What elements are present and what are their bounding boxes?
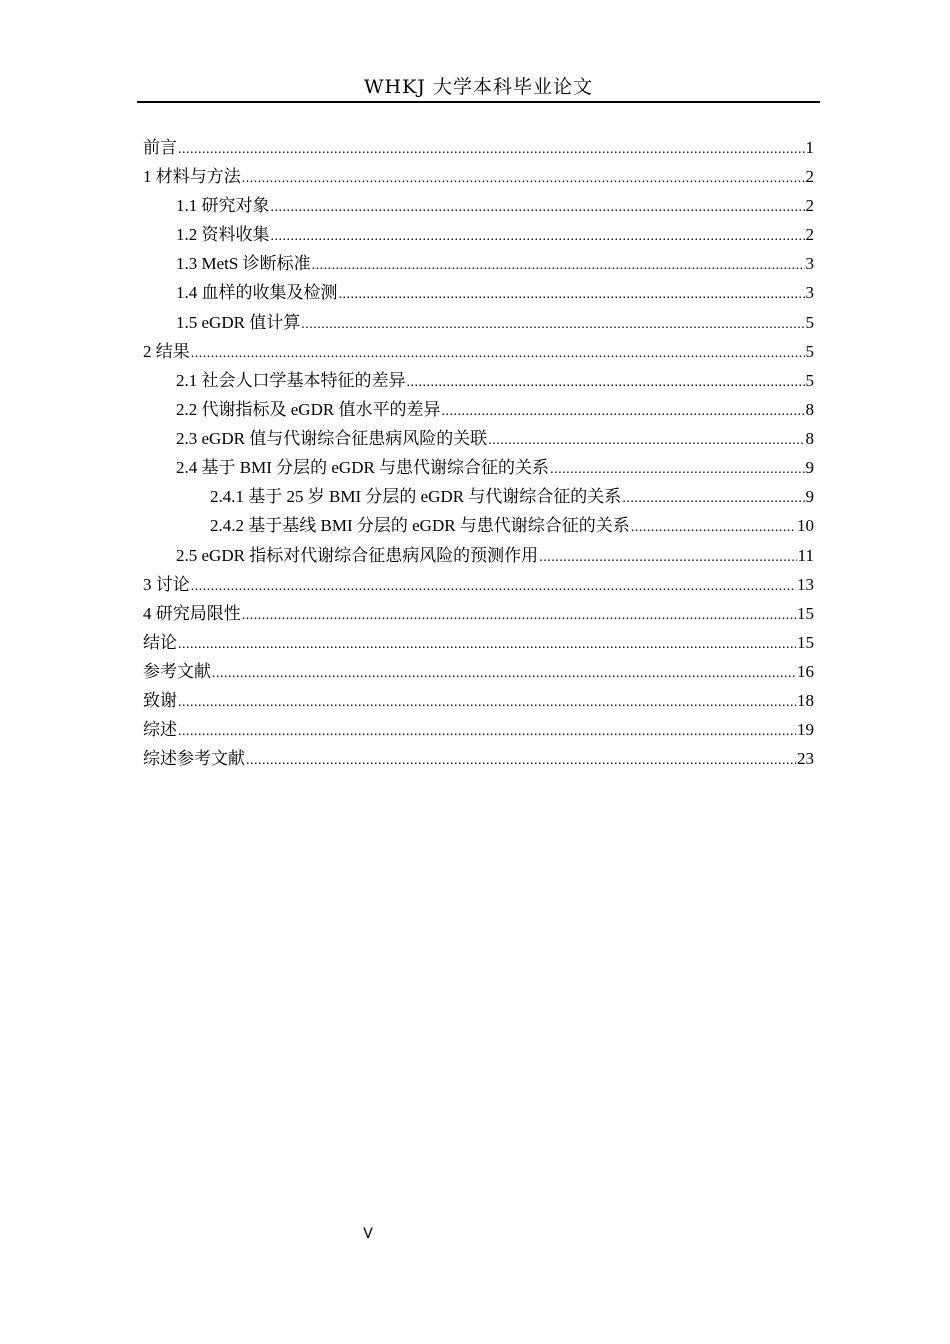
toc-dot-leader [312, 253, 805, 279]
toc-entry-title: 4 研究局限性 [143, 604, 241, 623]
toc-entry-title: 2.4.2 基于基线 BMI 分层的 eGDR 与患代谢综合征的关系 [210, 516, 630, 535]
toc-entry[interactable] [176, 397, 814, 423]
toc-entry-page: 15 [797, 604, 814, 623]
toc-dot-leader [191, 341, 805, 367]
toc-entry-title: 2.4.1 基于 25 岁 BMI 分层的 eGDR 与代谢综合征的关系 [210, 487, 622, 506]
toc-dot-leader [191, 574, 796, 600]
running-header: WHKJ 大学本科毕业论文 [364, 76, 593, 98]
toc-entry[interactable] [143, 164, 814, 190]
toc-entry-page: 2 [805, 196, 814, 215]
toc-entry[interactable] [143, 630, 814, 656]
toc-entry-title: 2.3 eGDR 值与代谢综合征患病风险的关联 [176, 429, 488, 448]
toc-dot-leader [631, 515, 796, 541]
toc-dot-leader [246, 748, 796, 774]
toc-entry-page: 3 [805, 283, 814, 302]
toc-dot-leader [178, 632, 796, 658]
toc-dot-leader [622, 486, 804, 512]
toc-entry-page: 5 [805, 313, 814, 332]
toc-dot-leader [242, 603, 796, 629]
toc-entry[interactable] [176, 455, 814, 481]
toc-entry-title: 致谢 [143, 691, 177, 710]
toc-entry-title: 1.5 eGDR 值计算 [176, 313, 301, 332]
toc-entry-title: 结论 [143, 633, 177, 652]
toc-entry-page: 2 [805, 167, 814, 186]
toc-entry-title: 1.2 资料收集 [176, 225, 270, 244]
toc-dot-leader [178, 719, 796, 745]
toc-entry[interactable] [176, 251, 814, 277]
toc-entry[interactable] [176, 368, 814, 394]
toc-entry-title: 综述 [143, 720, 177, 739]
toc-entry-title: 1 材料与方法 [143, 167, 241, 186]
toc-entry-title: 2.5 eGDR 指标对代谢综合征患病风险的预测作用 [176, 546, 539, 565]
toc-entry-page: 23 [797, 749, 814, 768]
toc-dot-leader [407, 370, 805, 396]
toc-entry-page: 2 [805, 225, 814, 244]
toc-entry-title: 2 结果 [143, 342, 190, 361]
toc-entry[interactable] [143, 135, 814, 161]
toc-entry[interactable] [176, 222, 814, 248]
toc-entry-page: 1 [805, 138, 814, 157]
toc-entry[interactable] [176, 310, 814, 336]
toc-entry-page: 3 [805, 254, 814, 273]
toc-entry-page: 8 [805, 429, 814, 448]
toc-entry[interactable] [176, 543, 814, 569]
toc-dot-leader [441, 399, 804, 425]
toc-entry-page: 5 [805, 342, 814, 361]
toc-dot-leader [242, 166, 805, 192]
toc-entry-page: 15 [797, 633, 814, 652]
toc-entry-page: 18 [797, 691, 814, 710]
toc-entry-page: 11 [797, 546, 814, 565]
toc-entry-title: 3 讨论 [143, 575, 190, 594]
toc-entry[interactable] [143, 339, 814, 365]
toc-entry-title: 1.1 研究对象 [176, 196, 270, 215]
header-rule [137, 101, 820, 103]
toc-dot-leader [488, 428, 804, 454]
toc-entry[interactable] [210, 513, 814, 539]
toc-entry-title: 2.4 基于 BMI 分层的 eGDR 与患代谢综合征的关系 [176, 458, 550, 477]
toc-entry[interactable] [210, 484, 814, 510]
toc-entry-title: 2.2 代谢指标及 eGDR 值水平的差异 [176, 400, 441, 419]
toc-entry[interactable] [143, 717, 814, 743]
toc-entry-page: 9 [805, 487, 814, 506]
toc-dot-leader [539, 545, 796, 571]
toc-entry[interactable] [176, 193, 814, 219]
toc-entry-page: 5 [805, 371, 814, 390]
toc-dot-leader [212, 661, 796, 687]
toc-entry-page: 9 [805, 458, 814, 477]
toc-entry-title: 前言 [143, 138, 177, 157]
toc-dot-leader [550, 457, 804, 483]
page-number: V [363, 1226, 373, 1242]
toc-entry[interactable] [143, 746, 814, 772]
toc-entry-title: 1.4 血样的收集及检测 [176, 283, 338, 302]
toc-entry[interactable] [143, 659, 814, 685]
toc-entry[interactable] [176, 280, 814, 306]
toc-entry-title: 综述参考文献 [143, 749, 245, 768]
toc-dot-leader [178, 690, 796, 716]
toc-dot-leader [178, 137, 805, 163]
toc-entry[interactable] [143, 572, 814, 598]
toc-dot-leader [271, 224, 805, 250]
toc-entry-title: 2.1 社会人口学基本特征的差异 [176, 371, 406, 390]
toc-entry[interactable] [176, 426, 814, 452]
toc-entry[interactable] [143, 601, 814, 627]
toc-dot-leader [301, 312, 804, 338]
toc-entry-title: 1.3 MetS 诊断标准 [176, 254, 311, 273]
toc-entry[interactable] [143, 688, 814, 714]
toc-entry-page: 8 [805, 400, 814, 419]
toc-entry-page: 13 [797, 575, 814, 594]
toc-entry-page: 10 [797, 516, 814, 535]
toc-entry-page: 16 [797, 662, 814, 681]
toc-dot-leader [339, 282, 805, 308]
toc-entry-page: 19 [797, 720, 814, 739]
toc-entry-title: 参考文献 [143, 662, 211, 681]
toc-dot-leader [271, 195, 805, 221]
